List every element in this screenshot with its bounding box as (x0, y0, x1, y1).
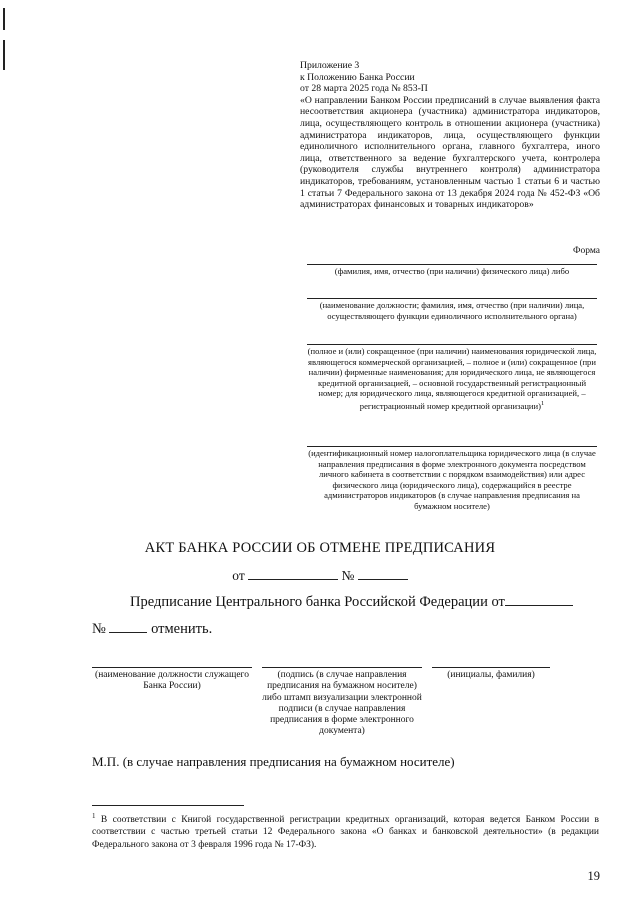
inn-address-field (307, 446, 597, 512)
number-prefix: № (341, 568, 355, 583)
appendix-header (300, 60, 600, 211)
signature-caption: (подпись (в случае направления предписания на бумажном носителе) либо штамп визуализации электронной подписи (в случае направления предписания в форме электронного документа) (262, 670, 422, 737)
inn-address-caption: (идентификационный номер налогоплательщика юридического лица (в случае направления предписания в форме электронного документа посредством личного кабинета в соответствии с порядком взаимодействия) или адрес физического лица (юридического лица), содержащийся в реестре администраторов индикаторов (в случае направления предписания на бумажном носителе) (308, 448, 596, 511)
form-label: Форма (572, 246, 600, 256)
number-blank (358, 567, 408, 580)
prescription-number-blank (109, 620, 147, 633)
signature-field (262, 667, 422, 738)
appendix-regulation: к Положению Банка России (300, 71, 415, 83)
initials-caption: (инициалы, фамилия) (447, 670, 535, 680)
initials-field (432, 667, 550, 681)
appendix-date: от 28 марта 2025 года № 853-П (300, 83, 428, 95)
addressee-position-field (307, 298, 597, 321)
footnote-mark: 1 (92, 812, 96, 820)
body-line-1 (130, 593, 600, 611)
addressee-name-caption: (фамилия, имя, отчество (при наличии) физического лица) либо (334, 266, 570, 276)
addressee-name-field (307, 264, 597, 277)
legal-entity-name-field (307, 344, 597, 411)
footnote (92, 810, 599, 851)
prescription-date-blank (505, 593, 573, 606)
footnote-separator (92, 805, 244, 806)
body-line-2 (92, 620, 212, 638)
footnote-text: В соответствии с Книгой государственной регистрации кредитных организаций, которая ведется Банком России в соответствии с частью третьей статьи 12 Федерального закона «О банках и банковской деятельности» (в редакции Федерального закона от 3 февраля 1996 года № 17-ФЗ). (92, 815, 600, 850)
legal-entity-name-caption: (полное и (или) сокращенное (при наличии) наименования юридической лица, являющегося коммерческой организацией, – полное и (или) сокращенное (при наличии) фирменные наименования; для юридического лица, не являющегося кредитной организацией, – основной государственный регистрационный номер; для юридического лица, являющегося кредитной организацией, – регистрационный номер кредитной организации) (307, 346, 597, 411)
margin-mark (3, 8, 5, 30)
prescription-number-prefix: № (92, 621, 106, 637)
date-prefix: от (232, 568, 245, 583)
signatory-position-field (92, 667, 252, 693)
footnote-ref: 1 (540, 399, 545, 407)
addressee-position-caption: (наименование должности; фамилия, имя, отчество (при наличии) лица, осуществляющего функции единоличного исполнительного органа) (319, 300, 585, 321)
signatory-position-caption: (наименование должности служащего Банка России) (95, 670, 249, 692)
document-title: АКТ БАНКА РОССИИ ОБ ОТМЕНЕ ПРЕДПИСАНИЯ (144, 540, 496, 556)
date-blank (248, 567, 338, 580)
appendix-regulation-title: «О направлении Банком России предписаний в случае выявления факта несоответствия акционера (участника) администратора индикаторов, лица, осуществляющего контроль в отношении акционера (участника) администратора индикаторов, лица, осуществляющего функции единоличного исполнительного органа, главного бухгалтера, иного лица, ответственного за ведение бухгалтерского учета, контролера (руководителя службы внутреннего контроля) администратора индикаторов, требованиям, установленным частью 1 статьи 6 и частью 1 статьи 7 Федерального закона от 13 декабря 2024 года № 452-ФЗ «Об администраторах финансовых и товарных индикаторов» (300, 94, 600, 211)
margin-mark (3, 40, 5, 70)
act-date-number-line (0, 567, 640, 584)
body-text-2: отменить. (151, 621, 213, 637)
appendix-number: Приложение 3 (300, 60, 360, 71)
body-text-1: Предписание Центрального банка Российской Федерации от (130, 594, 505, 610)
seal-place-note: М.П. (в случае направления предписания на бумажном носителе) (92, 754, 455, 769)
page-number: 19 (587, 869, 600, 883)
